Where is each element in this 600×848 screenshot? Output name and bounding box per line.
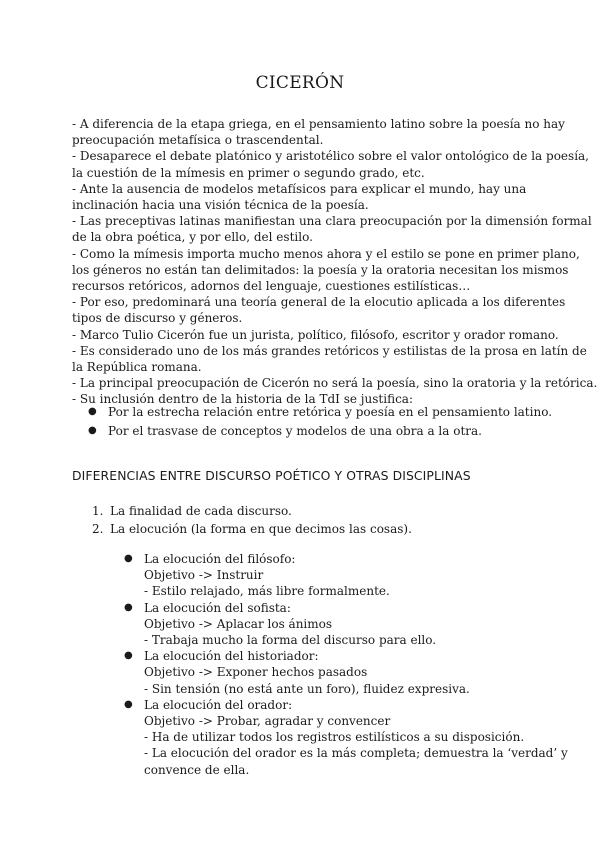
intro-line: - Desaparece el debate platónico y aristotélico sobre el valor ontológico de la poesía, [72, 149, 589, 164]
elocution-list [124, 551, 568, 778]
page-title: CICERÓN [255, 73, 345, 93]
intro-paragraphs [72, 116, 598, 408]
elocution-line: - La elocución del orador es la más completa; demuestra la ‘verdad’ y [144, 746, 568, 761]
intro-line: - Como la mímesis importa mucho menos ahora y el estilo se pone en primer plano, [72, 246, 580, 261]
intro-line: - Por eso, predominará una teoría general de la elocutio aplicada a los diferentes [72, 295, 566, 310]
elocution-line: convence de ella. [144, 762, 250, 777]
elocution-orator [124, 697, 568, 778]
list-item-text: La finalidad de cada discurso. [110, 504, 292, 518]
list-item-text: Por el trasvase de conceptos y modelos de una obra a la otra. [108, 423, 482, 438]
elocution-line: - Sin tensión (no está ante un foro), fluidez expresiva. [144, 681, 470, 696]
elocution-line: - Ha de utilizar todos los registros estilísticos a su disposición. [144, 730, 525, 745]
intro-line: - Su inclusión dentro de la historia de la TdI se justifica: [72, 392, 413, 407]
section-title: DIFERENCIAS ENTRE DISCURSO POÉTICO Y OTRAS DISCIPLINAS [72, 468, 471, 483]
bullet-icon: ● [88, 424, 97, 436]
elocution-line: - Estilo relajado, más libre formalmente. [144, 584, 390, 599]
elocution-sophist [124, 600, 568, 649]
list-item [88, 422, 552, 441]
elocution-line: Objetivo -> Aplacar los ánimos [144, 616, 333, 631]
bullet-icon: ● [124, 698, 133, 710]
bullet-icon: ● [124, 650, 133, 662]
justification-list [88, 403, 552, 440]
intro-line: recursos retóricos, adornos del lenguaje, cuestiones estilísticas… [72, 279, 471, 294]
intro-line: inclinación hacia una visión técnica de la poesía. [72, 198, 369, 213]
elocution-heading: La elocución del filósofo: [144, 552, 296, 566]
bullet-icon: ● [124, 553, 133, 564]
intro-line: - Las preceptivas latinas manifiestan una clara preocupación por la dimensión formal [72, 214, 592, 229]
intro-line: tipos de discurso y géneros. [72, 311, 243, 326]
bullet-icon: ● [124, 601, 133, 613]
intro-line: la cuestión de la mímesis en primer o segundo grado, etc. [72, 165, 425, 180]
bullet-icon: ● [88, 406, 97, 417]
numbered-list [92, 503, 412, 538]
elocution-line: Objetivo -> Instruir [144, 568, 264, 583]
intro-line: - Ante la ausencia de modelos metafísicos para explicar el mundo, hay una [72, 181, 527, 196]
elocution-line: Objetivo -> Probar, agradar y convencer [144, 714, 391, 729]
list-item [92, 503, 412, 521]
intro-line: - Marco Tulio Cicerón fue un jurista, político, filósofo, escritor y orador romano. [72, 327, 559, 342]
elocution-line: Objetivo -> Exponer hechos pasados [144, 665, 368, 680]
list-item [88, 403, 552, 422]
list-number: 1. [92, 504, 104, 518]
list-item-text: Por la estrecha relación entre retórica y poesía en el pensamiento latino. [108, 405, 553, 419]
list-item [92, 521, 412, 539]
intro-line: - Es considerado uno de los más grandes retóricos y estilistas de la prosa en latín de [72, 343, 587, 358]
intro-line: - A diferencia de la etapa griega, en el pensamiento latino sobre la poesía no hay [72, 117, 565, 131]
intro-line: - La principal preocupación de Cicerón no será la poesía, sino la oratoria y la retórica. [72, 376, 598, 391]
intro-line: preocupación metafísica o trascendental. [72, 133, 324, 148]
elocution-line: - Trabaja mucho la forma del discurso para ello. [144, 633, 437, 648]
intro-line: la República romana. [72, 360, 202, 375]
list-number: 2. [92, 521, 104, 536]
elocution-heading: La elocución del historiador: [144, 649, 319, 664]
elocution-historian [124, 648, 568, 697]
elocution-philosopher [124, 551, 568, 600]
intro-line: de la obra poética, y por ello, del estilo. [72, 230, 313, 245]
elocution-heading: La elocución del orador: [144, 697, 293, 712]
list-item-text: La elocución (la forma en que decimos las cosas). [110, 521, 412, 536]
elocution-heading: La elocución del sofista: [144, 600, 291, 615]
intro-line: los géneros no están tan delimitados: la poesía y la oratoria necesitan los mismos [72, 262, 569, 277]
